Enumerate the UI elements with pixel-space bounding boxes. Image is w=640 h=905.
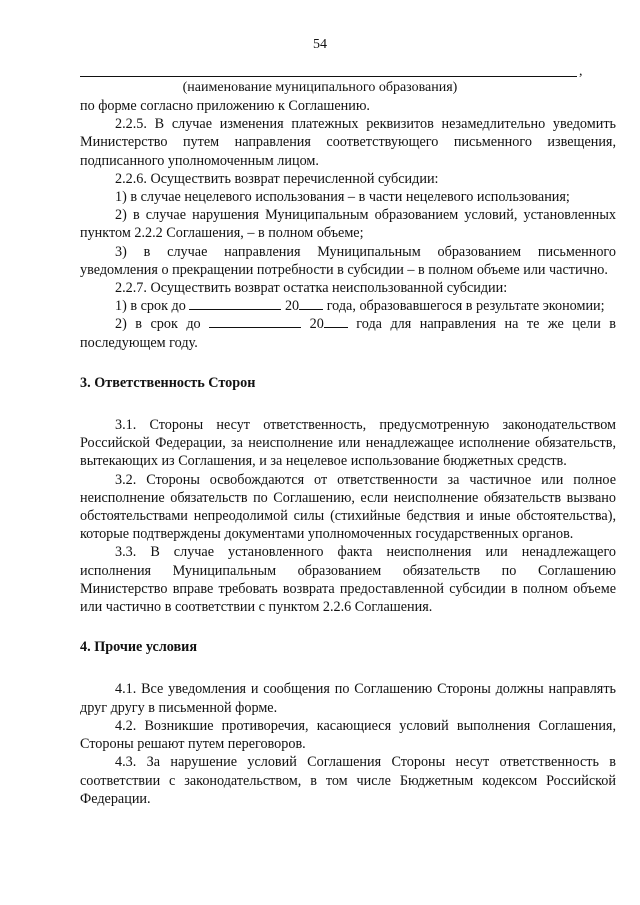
date-blank — [209, 315, 301, 328]
item-1-prefix: 1) в срок до — [115, 298, 186, 315]
item-2-suffix: года для направления на те же цели в последующем году. — [80, 316, 616, 351]
paragraph-4-3: 4.3. За нарушение условий Соглашения Стороны несут ответственность в соответствии с законодательством, в том числе Бюджетным кодексом Российской Федерации. — [80, 754, 616, 807]
item-2-prefix: 2) в срок до — [115, 316, 201, 333]
paragraph-2-2-7-item-1 — [80, 297, 616, 315]
year-blank — [324, 315, 348, 328]
section-3-heading: 3. Ответственность Сторон — [80, 374, 256, 391]
paragraph-2-2-5: 2.2.5. В случае изменения платежных реквизитов незамедлительно уведомить Министерство путем направления соответствующего письменного извещения, подписанного уполномоченным лицом. — [80, 116, 616, 169]
document-body — [80, 97, 616, 808]
paragraph-3-3: 3.3. В случае установленного факта неисполнения или ненадлежащего исполнения Муниципальным образованием обязательств по Соглашению Министерство вправе требовать возврата предоставленной субсидии в полном объеме или частично в соответствии с пунктом 2.2.6 Соглашения. — [80, 544, 616, 616]
page-number: 54 — [313, 37, 327, 52]
item-1-year: 20 — [284, 298, 300, 315]
field-caption: (наименование муниципального образования) — [182, 80, 458, 95]
item-1-suffix: года, образовавшегося в результате экономии; — [326, 298, 605, 315]
item-2-year: 20 — [309, 316, 324, 333]
paragraph-2-2-6-item-2: 2) в случае нарушения Муниципальным образованием условий, установленных пунктом 2.2.2 Соглашения, – в полном объеме; — [80, 207, 616, 242]
paragraph-2-2-7: 2.2.7. Осуществить возврат остатка неиспользованной субсидии: — [115, 280, 508, 297]
date-blank — [189, 297, 281, 310]
year-blank — [299, 297, 323, 310]
paragraph-4-2: 4.2. Возникшие противоречия, касающиеся условий выполнения Соглашения, Стороны решают путем переговоров. — [80, 717, 616, 753]
section-4-heading: 4. Прочие условия — [80, 639, 198, 656]
blank-line — [80, 76, 577, 77]
paragraph-2-2-6: 2.2.6. Осуществить возврат перечисленной субсидии: — [115, 170, 439, 187]
paragraph-continuation: по форме согласно приложению к Соглашению. — [80, 98, 370, 114]
paragraph-2-2-7-item-2 — [80, 315, 616, 351]
paragraph-4-1: 4.1. Все уведомления и сообщения по Соглашению Стороны должны направлять друг другу в письменной форме. — [80, 681, 616, 716]
trailing-comma: , — [579, 64, 583, 79]
paragraph-3-2: 3.2. Стороны освобождаются от ответственности за частичное или полное неисполнение обязательств по Соглашению, если неисполнение обязательств вызвано обстоятельствами непреодолимой силы (стихийные бедствия и иные обстоятельства), которые подтверждены документами уполномоченных государственных органов. — [80, 471, 616, 543]
paragraph-3-1: 3.1. Стороны несут ответственность, предусмотренную законодательством Российской Федерации, за неисполнение или ненадлежащее исполнение обязательств, вытекающих из Соглашения, и за нецелевое использование бюджетных средств. — [80, 417, 616, 470]
paragraph-2-2-6-item-1: 1) в случае нецелевого использования – в части нецелевого использования; — [115, 189, 570, 206]
paragraph-2-2-6-item-3: 3) в случае направления Муниципальным образованием письменного уведомления о прекращении потребности в субсидии – в полном объеме или частично. — [80, 243, 616, 278]
